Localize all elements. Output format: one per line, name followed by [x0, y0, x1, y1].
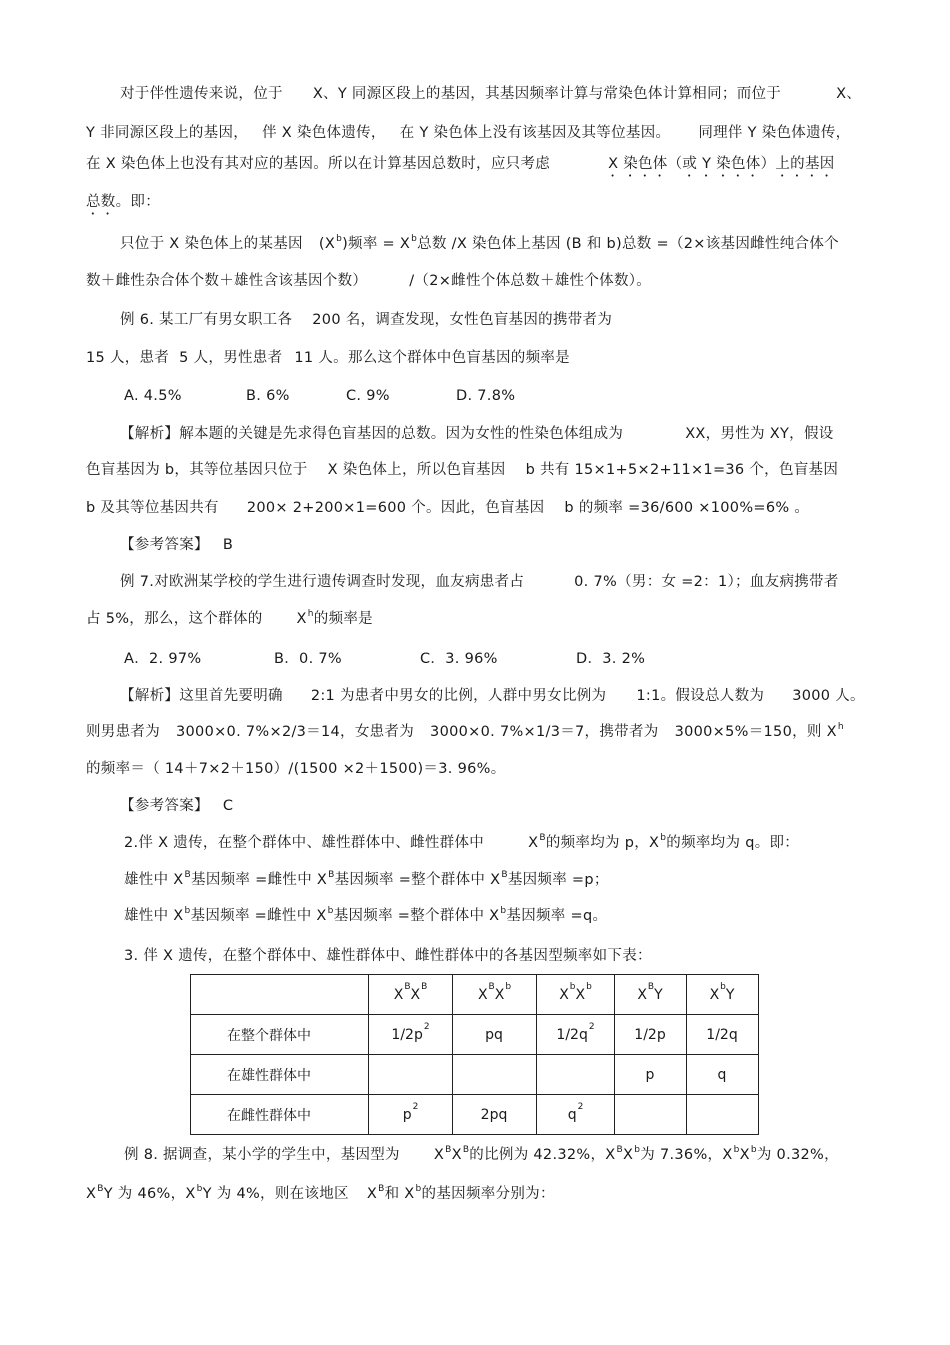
formula-line	[120, 234, 839, 254]
text: 对于伴性遗传来说，位于	[120, 86, 283, 102]
example-6-analysis	[86, 460, 838, 480]
text: 这里首先要明确	[179, 688, 283, 704]
text: 色盲基因为 b，其等位基因只位于	[86, 462, 308, 478]
text: X、Y 同源区段上的基因，其基因频率计算与常染色体计算相同；而位于	[312, 86, 782, 102]
example-7-question	[86, 609, 373, 629]
text: X	[296, 611, 307, 627]
answer-value: B	[222, 537, 234, 553]
table-cell: $p^2$	[369, 1095, 453, 1135]
text: 5 人，男性患者	[179, 350, 283, 366]
text: 3000 人。	[792, 688, 865, 704]
text: 3000×0. 7%×2/3＝14，女患者为	[176, 724, 415, 740]
text: 2.伴 X 遗传，在整个群体中、雄性群体中、雌性群体中	[124, 835, 485, 851]
answer-tag: 【参考答案】	[120, 537, 209, 553]
text: 在 X 染色体上也没有其对应的基因。所以在计算基因总数时，应只考虑	[86, 156, 551, 172]
superscript: B	[501, 870, 508, 880]
text: 雄性中 X	[124, 908, 184, 924]
table-cell	[453, 1055, 537, 1095]
text: 的频率＝（ 14＋7×2＋150）/(1500 ×2＋1500)＝3. 96%。	[86, 761, 506, 777]
text: 15 人，患者	[86, 350, 170, 366]
table-cell: $1/2q^2$	[537, 1015, 615, 1055]
table-cell: $1/2p^2$	[369, 1015, 453, 1055]
text: 伴 X 染色体遗传，	[262, 125, 386, 141]
text: XX，男性为 XY，假设	[685, 426, 834, 442]
text: 基因频率 =雌性中 X	[190, 908, 327, 924]
row-label: 在整个群体中	[191, 1015, 369, 1055]
point-3-line	[124, 946, 652, 966]
example-6-question	[120, 310, 612, 330]
example-6-answer	[120, 535, 233, 555]
option-a: A．2. 97%	[124, 651, 202, 667]
text: 2:1 为患者中男女的比例，人群中男女比例为	[310, 688, 607, 704]
text: 同理伴 Y 染色体遗传，	[698, 125, 851, 141]
text: 解本题的关键是先求得色盲基因的总数。因为女性的性染色体组成为	[179, 426, 624, 442]
example-8-question: $X^BY$ 为 46%，$X^bY$ 为 4%，则在该地区 $X^B$和 $X^b$的基因频率分别为：	[86, 1184, 555, 1202]
option-c: C. 9%	[346, 388, 390, 404]
table-cell	[687, 1095, 759, 1135]
text: b 共有 15×1+5×2+11×1=36 个，色盲基因	[525, 462, 839, 478]
text: 数＋雌性杂合体个数＋雄性含该基因个数）	[86, 273, 368, 289]
text: 3000×5%＝150，则 X	[674, 724, 837, 740]
text: 基因频率 =p；	[507, 872, 609, 888]
option-d: D．3. 2%	[576, 651, 646, 667]
text: X 染色体上，所以色盲基因	[327, 462, 506, 478]
row-label: 在雄性群体中	[191, 1055, 369, 1095]
table-cell: 2pq	[453, 1095, 537, 1135]
table-cell: 1/2q	[687, 1015, 759, 1055]
table-cell	[537, 1055, 615, 1095]
table-cell	[615, 1095, 687, 1135]
superscript: b	[184, 906, 191, 916]
text: 例 7.对欧洲某学校的学生进行遗传调查时发现，血友病患者占	[120, 574, 525, 590]
text: 基因频率 =整个群体中 X	[334, 872, 501, 888]
table-header-cell: $X^bX^b$	[537, 975, 615, 1015]
text: 。即：	[115, 194, 161, 210]
text: 11 人。那么这个群体中色盲基因的频率是	[294, 350, 570, 366]
superscript: B	[539, 833, 546, 843]
example-7-answer	[120, 796, 233, 816]
option-d: D. 7.8%	[456, 388, 516, 404]
text: 总数 /X 染色体上基因 (B 和 b)总数 =（2×该基因雌性纯合体个	[417, 236, 839, 252]
emphasized-text: 总数	[86, 194, 116, 210]
text: 1:1。假设总人数为	[636, 688, 765, 704]
text: 基因频率 =雌性中 X	[191, 872, 328, 888]
text: 例 8. 据调查，某小学的学生中，基因型为	[124, 1147, 400, 1163]
table-cell: pq	[453, 1015, 537, 1055]
text: /（2×雌性个体总数＋雄性个体数）。	[409, 273, 652, 289]
point-2-line	[124, 870, 609, 890]
table-header-row	[191, 975, 759, 1015]
text: 基因频率 =q。	[506, 908, 608, 924]
para-line	[86, 192, 160, 218]
example-7-analysis	[86, 759, 506, 779]
example-6-analysis	[120, 424, 834, 444]
option-b: B．0. 7%	[274, 651, 342, 667]
table-row	[191, 1015, 759, 1055]
text: 3000×0. 7%×1/3＝7，携带者为	[430, 724, 659, 740]
example-8-question: 例 8. 据调查，某小学的学生中，基因型为 $X^BX^B$的比例为 42.32%，$X^BX^b$为 7.36%，$X^bX^b$为 0.32%，	[124, 1145, 839, 1163]
text: 的频率均为 q。即：	[666, 835, 800, 851]
option-c: C．3. 96%	[420, 651, 498, 667]
table-cell: p	[615, 1055, 687, 1095]
text: 雄性中 X	[124, 872, 184, 888]
point-2-line	[124, 833, 799, 853]
example-6-question	[86, 348, 570, 368]
text: 在 Y 染色体上没有该基因及其等位基因。	[399, 125, 671, 141]
superscript: h	[837, 722, 844, 732]
superscript: b	[660, 833, 667, 843]
analysis-tag: 【解析】	[120, 688, 180, 704]
superscript: B	[328, 870, 335, 880]
superscript: b	[336, 234, 343, 244]
table-corner-cell	[191, 975, 369, 1015]
text: X	[528, 835, 539, 851]
para-line	[86, 154, 835, 180]
text: 0. 7%（男：女 =2：1）；血友病携带者	[574, 574, 839, 590]
example-7-analysis	[86, 722, 844, 742]
table-row	[191, 1095, 759, 1135]
superscript: b	[500, 906, 507, 916]
table-cell: q	[687, 1055, 759, 1095]
genotype-frequency-table	[190, 974, 759, 1135]
text: 200× 2+200×1=600 个。因此，色盲基因	[246, 500, 545, 516]
table-header-cell: $X^BX^B$	[369, 975, 453, 1015]
text: b 及其等位基因共有	[86, 500, 219, 516]
table-header-cell: $X^bY$	[687, 975, 759, 1015]
text: b 的频率 =36/600 ×100%=6% 。	[564, 500, 810, 516]
row-label: 在雌性群体中	[191, 1095, 369, 1135]
text: 的频率是	[313, 611, 373, 627]
text: 3. 伴 X 遗传，在整个群体中、雄性群体中、雌性群体中的各基因型频率如下表：	[124, 948, 652, 964]
option-b: B. 6%	[246, 388, 290, 404]
superscript: B	[184, 870, 192, 880]
para-line	[120, 84, 861, 104]
table-cell: 1/2p	[615, 1015, 687, 1055]
text: (X	[318, 236, 336, 252]
point-2-line	[124, 906, 607, 926]
text: 则男患者为	[86, 724, 160, 740]
table-row	[191, 1055, 759, 1095]
table-cell: $q^2$	[537, 1095, 615, 1135]
text: 基因频率 =整个群体中 X	[333, 908, 500, 924]
text: Y 非同源区段上的基因，	[86, 125, 249, 141]
text: )频率 = X	[342, 236, 411, 252]
para-line	[86, 123, 851, 143]
answer-value: C	[222, 798, 234, 814]
table-header-cell: $X^BX^b$	[453, 975, 537, 1015]
answer-tag: 【参考答案】	[120, 798, 209, 814]
example-7-question	[120, 572, 839, 592]
option-a: A. 4.5%	[124, 388, 182, 404]
text: 占 5%，那么，这个群体的	[86, 611, 263, 627]
text: 的频率均为 p，X	[545, 835, 660, 851]
text: 例 6. 某工厂有男女职工各	[120, 312, 293, 328]
formula-line	[86, 271, 651, 291]
text: 200 名，调查发现，女性色盲基因的携带者为	[312, 312, 613, 328]
table-cell	[369, 1055, 453, 1095]
superscript: h	[307, 609, 314, 619]
text: X、	[836, 86, 862, 102]
example-7-analysis	[120, 686, 865, 706]
analysis-tag: 【解析】	[120, 426, 180, 442]
table-header-cell: $X^BY$	[615, 975, 687, 1015]
text: 只位于 X 染色体上的某基因	[120, 236, 303, 252]
superscript: b	[411, 234, 418, 244]
superscript: b	[327, 906, 334, 916]
emphasized-text: X 染色体（或 Y 染色体）上的基因	[608, 156, 835, 172]
example-6-analysis	[86, 498, 809, 518]
